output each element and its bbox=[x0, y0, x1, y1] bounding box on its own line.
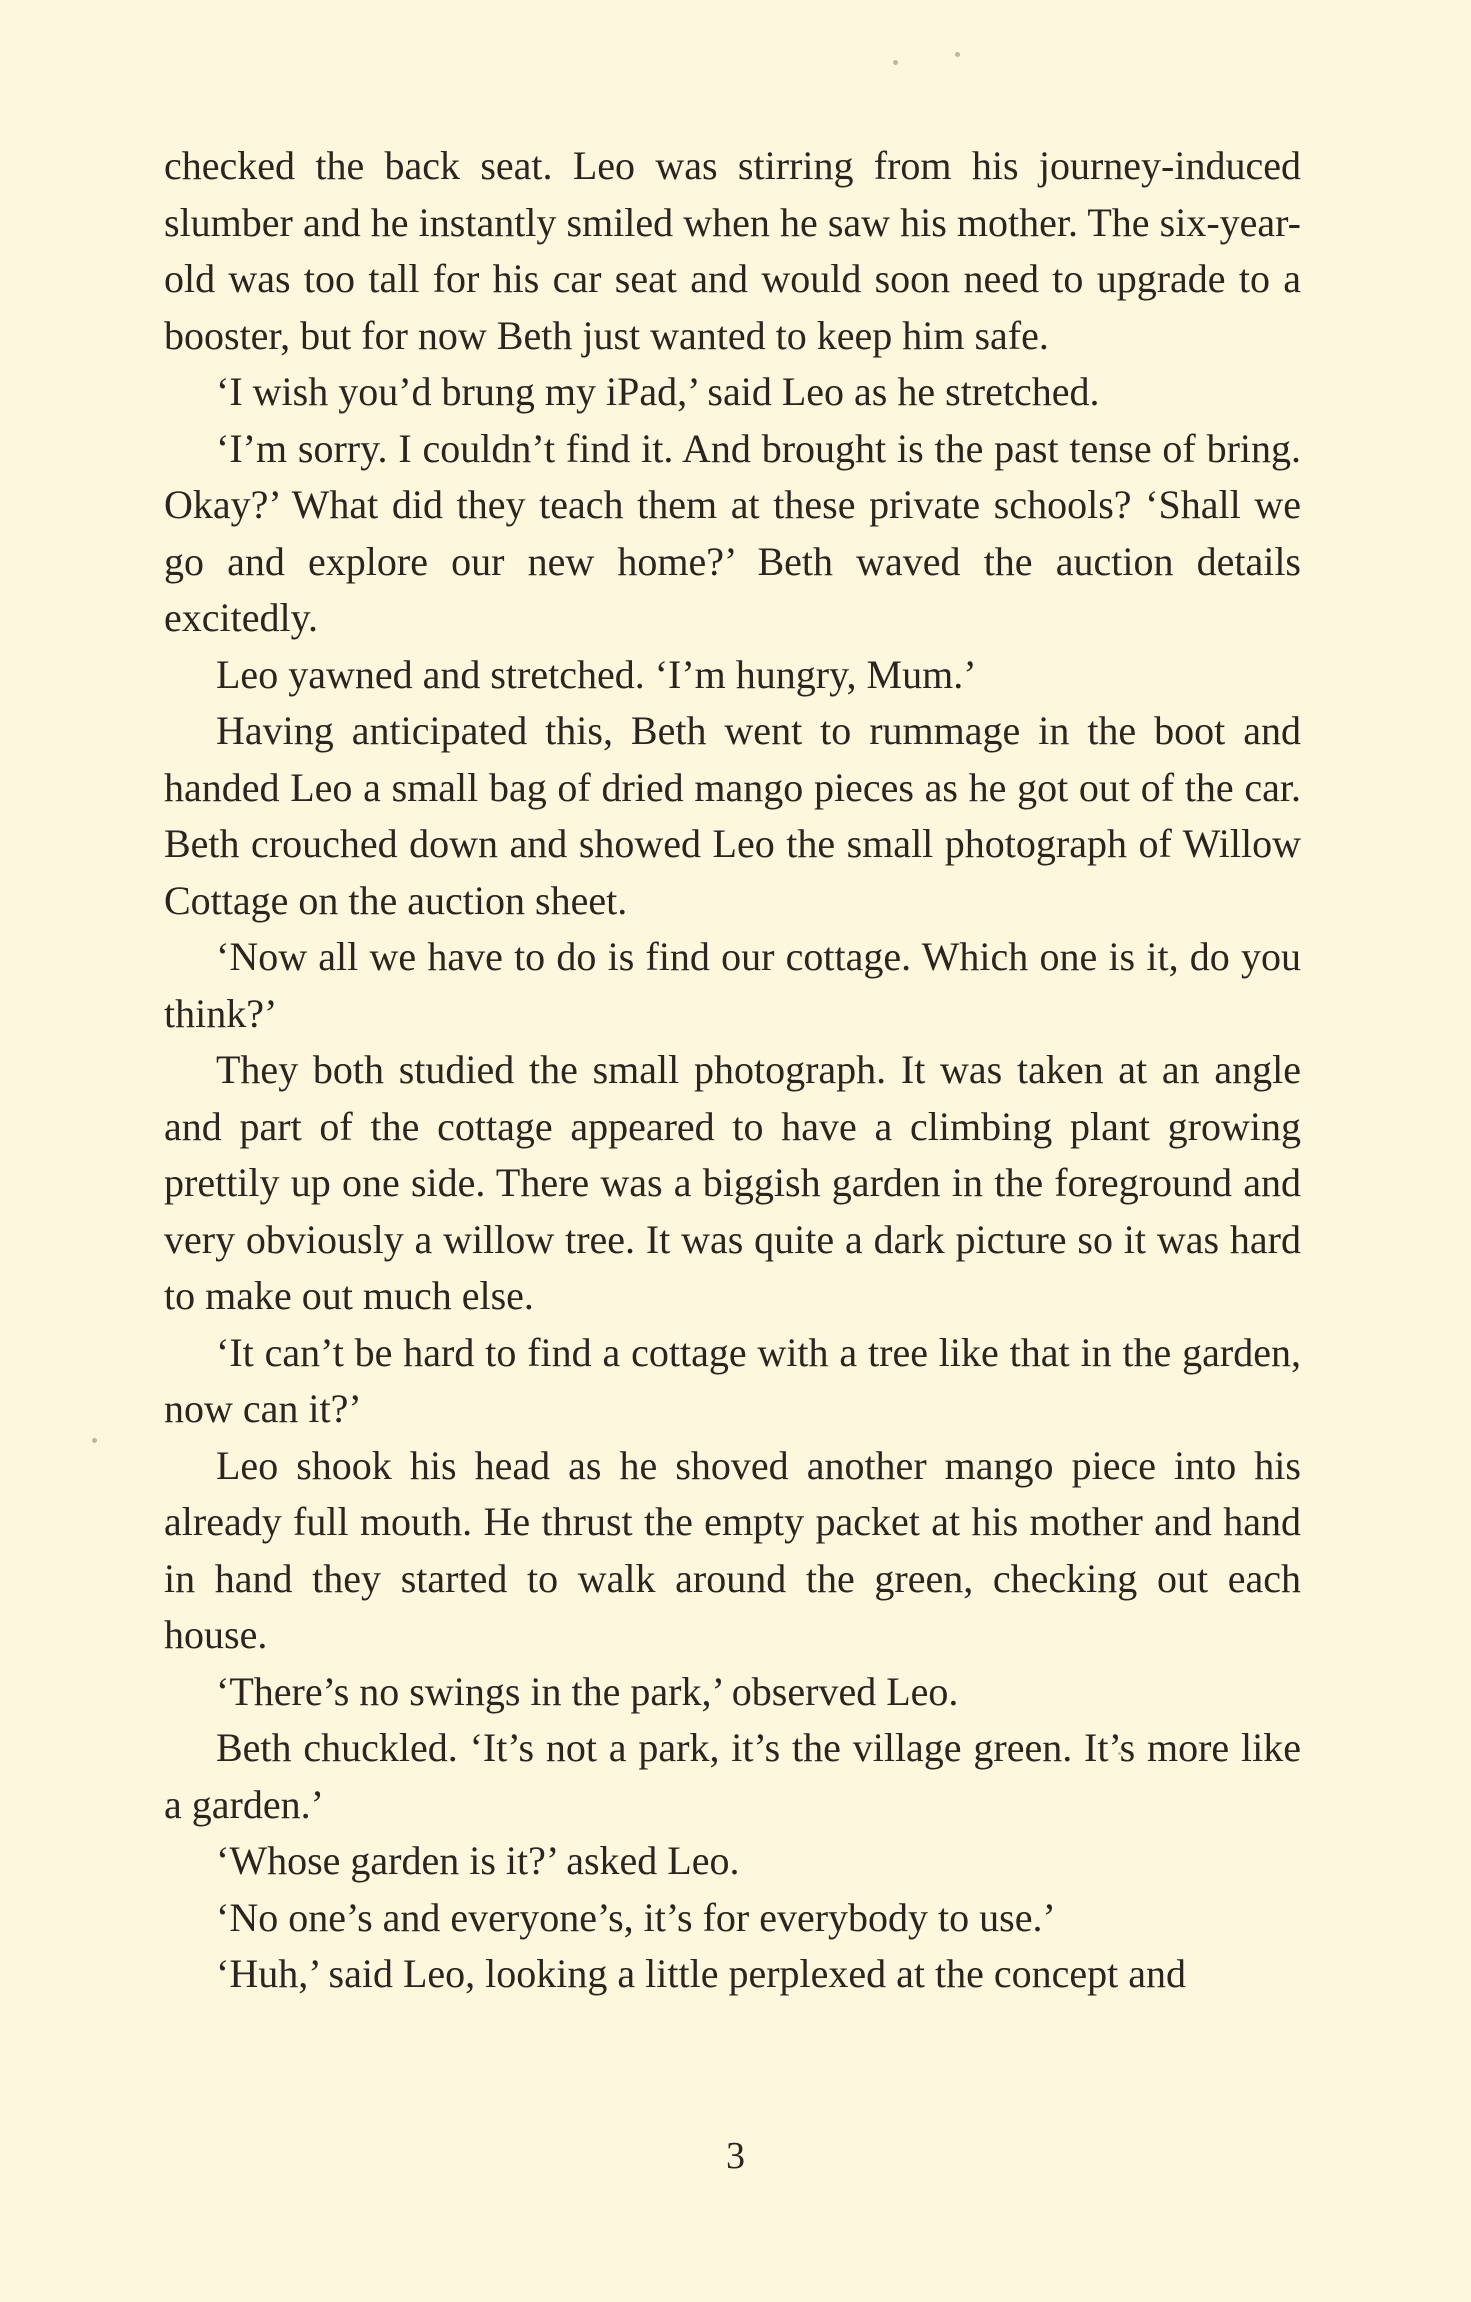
paragraph: Beth chuckled. ‘It’s not a park, it’s the village green. It’s more like a garden.’ bbox=[164, 1725, 1301, 1827]
paragraph: Having anticipated this, Beth went to rummage in the boot and handed Leo a small bag of dried mango pieces as he got out of the car. Beth crouched down and showed Leo the small photograph of Willow Cottage on the auction sheet. bbox=[164, 708, 1301, 923]
paragraph: Leo yawned and stretched. ‘I’m hungry, Mum.’ bbox=[216, 651, 977, 697]
paragraph: They both studied the small photograph. It was taken at an angle and part of the cottage appeared to have a climbing plant growing prettily up one side. There was a biggish garden in the foreground and very obviously a willow tree. It was quite a dark picture so it was hard to make out much else. bbox=[164, 1047, 1301, 1318]
paragraph: checked the back seat. Leo was stirring from his journey-induced slumber and he instantly smiled when he saw his mother. The six-year-old was too tall for his car seat and would soon need to upgrade to a booster, but for now Beth just wanted to keep him safe. bbox=[164, 143, 1301, 358]
paragraph: ‘Now all we have to do is find our cottage. Which one is it, do you think?’ bbox=[164, 934, 1301, 1036]
paragraph: Leo shook his head as he shoved another mango piece into his already full mouth. He thrust the empty packet at his mother and hand in hand they started to walk around the green, checking out each house. bbox=[164, 1442, 1301, 1657]
page-number: 3 bbox=[726, 2135, 745, 2177]
paragraph: ‘Whose garden is it?’ asked Leo. bbox=[216, 1838, 740, 1883]
paragraph: ‘No one’s and everyone’s, it’s for everybody to use.’ bbox=[216, 1894, 1056, 1940]
paragraph: ‘There’s no swings in the park,’ observed Leo. bbox=[216, 1668, 959, 1714]
body-text bbox=[164, 138, 1301, 2003]
paper-speck bbox=[92, 1438, 97, 1443]
paragraph: ‘I wish you’d brung my iPad,’ said Leo as he stretched. bbox=[216, 369, 1100, 414]
paper-speck bbox=[955, 52, 960, 57]
paragraph: ‘I’m sorry. I couldn’t find it. And brought is the past tense of bring. Okay?’ What did they teach them at these private schools? ‘Shall we go and explore our new home?’ Beth waved the auction details excitedly. bbox=[164, 425, 1301, 640]
paragraph: ‘Huh,’ said Leo, looking a little perplexed at the concept and bbox=[216, 1951, 1187, 1996]
paper-speck bbox=[893, 60, 898, 65]
paragraph: ‘It can’t be hard to find a cottage with a tree like that in the garden, now can it?’ bbox=[164, 1329, 1301, 1431]
